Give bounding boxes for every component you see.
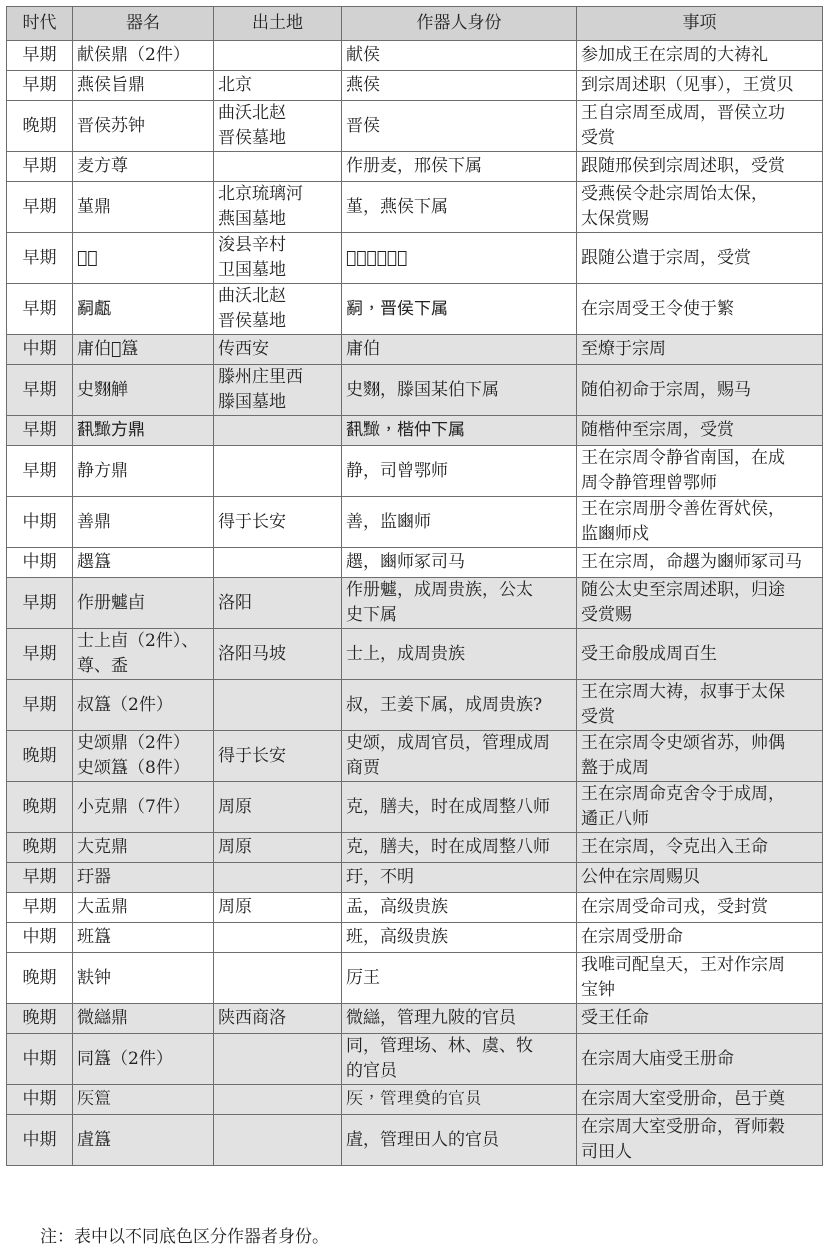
cell-maker-identity: 盂，高级贵族 xyxy=(342,893,577,923)
cell-era: 中期 xyxy=(7,1085,73,1115)
cell-era: 早期 xyxy=(7,863,73,893)
cell-maker-identity: 趩，豳师冢司马 xyxy=(342,548,577,578)
cell-event: 跟随公遣于宗周，受赏 xyxy=(577,233,823,284)
table-row xyxy=(7,548,823,578)
table-row xyxy=(7,680,823,731)
cell-era: 早期 xyxy=(7,284,73,335)
cell-event: 在宗周受册命 xyxy=(577,923,823,953)
cell-maker-identity: 作册麦，邢侯下属 xyxy=(342,152,577,182)
table-row xyxy=(7,1034,823,1085)
header-maker-identity: 作器人身份 xyxy=(342,7,577,41)
cell-era: 晚期 xyxy=(7,731,73,782)
cell-event: 王在宗周，令克出入王命 xyxy=(577,833,823,863)
cell-vessel-name: 班簋 xyxy=(73,923,214,953)
cell-vessel-name: 作册魖卣 xyxy=(73,578,214,629)
cell-excavation-site xyxy=(214,1115,342,1166)
cell-maker-identity: 玗，不明 xyxy=(342,863,577,893)
cell-vessel-name: 趩簋 xyxy=(73,548,214,578)
cell-maker-identity: 班，高级贵族 xyxy=(342,923,577,953)
cell-era: 早期 xyxy=(7,182,73,233)
cell-maker-identity: 善，监豳师 xyxy=(342,497,577,548)
cell-excavation-site xyxy=(214,863,342,893)
cell-event: 受王任命 xyxy=(577,1004,823,1034)
cell-excavation-site: 陕西商洛 xyxy=(214,1004,342,1034)
cell-era: 中期 xyxy=(7,497,73,548)
cell-era: 早期 xyxy=(7,680,73,731)
cell-maker-identity: 克，膳夫，时在成周整八师 xyxy=(342,833,577,863)
cell-era: 早期 xyxy=(7,446,73,497)
cell-event: 跟随邢侯到宗周述职，受赏 xyxy=(577,152,823,182)
cell-maker-identity: 𩛥𪒠，楷仲下属 xyxy=(342,416,577,446)
cell-excavation-site xyxy=(214,1085,342,1115)
cell-excavation-site: 北京琉璃河 燕国墓地 xyxy=(214,182,342,233)
table-row xyxy=(7,629,823,680)
cell-event: 随楷仲至宗周，受赏 xyxy=(577,416,823,446)
table-row xyxy=(7,182,823,233)
cell-event: 随伯初命于宗周，赐马 xyxy=(577,365,823,416)
table-row xyxy=(7,953,823,1004)
cell-vessel-name: 小克鼎（7件） xyxy=(73,782,214,833)
header-excavation-site: 出土地 xyxy=(214,7,342,41)
cell-era: 晚期 xyxy=(7,101,73,152)
cell-era: 早期 xyxy=(7,365,73,416)
cell-era: 早期 xyxy=(7,41,73,71)
cell-maker-identity: 史颂，成周官员，管理成周 商贾 xyxy=(342,731,577,782)
cell-era: 晚期 xyxy=(7,833,73,863)
header-era: 时代 xyxy=(7,7,73,41)
cell-excavation-site xyxy=(214,152,342,182)
cell-excavation-site xyxy=(214,953,342,1004)
cell-vessel-name: 𩛥𪒠方鼎 xyxy=(73,416,214,446)
cell-era: 早期 xyxy=(7,629,73,680)
cell-excavation-site xyxy=(214,41,342,71)
cell-maker-identity: 庸伯 xyxy=(342,335,577,365)
cell-event: 王在宗周，命趩为豳师冢司马 xyxy=(577,548,823,578)
cell-vessel-name: 玗器 xyxy=(73,863,214,893)
cell-excavation-site: 周原 xyxy=(214,833,342,863)
cell-vessel-name: 微䜌鼎 xyxy=(73,1004,214,1034)
cell-vessel-name: 𤔲甗 xyxy=(73,284,214,335)
cell-maker-identity: 堇，燕侯下属 xyxy=(342,182,577,233)
cell-vessel-name: 善鼎 xyxy=(73,497,214,548)
cell-vessel-name: 史颂鼎（2件） 史颂簋（8件） xyxy=(73,731,214,782)
header-event: 事项 xyxy=(577,7,823,41)
cell-era: 晚期 xyxy=(7,953,73,1004)
cell-vessel-name: 燕侯旨鼎 xyxy=(73,71,214,101)
cell-maker-identity: 虘，管理田人的官员 xyxy=(342,1115,577,1166)
table-row xyxy=(7,446,823,497)
table-row xyxy=(7,1085,823,1115)
cell-vessel-name: 麦方尊 xyxy=(73,152,214,182)
cell-excavation-site xyxy=(214,416,342,446)
cell-maker-identity: 晋侯 xyxy=(342,101,577,152)
cell-vessel-name: 史𦑨觯 xyxy=(73,365,214,416)
cell-event: 公仲在宗周赐贝 xyxy=(577,863,823,893)
table-container xyxy=(6,6,822,1166)
cell-vessel-name: 大克鼎 xyxy=(73,833,214,863)
cell-maker-identity: 叔，王姜下属，成周贵族? xyxy=(342,680,577,731)
cell-event: 王在宗周命克舍令于成周， 遹正八师 xyxy=(577,782,823,833)
cell-vessel-name: 虘簋 xyxy=(73,1115,214,1166)
header-vessel-name: 器名 xyxy=(73,7,214,41)
cell-era: 早期 xyxy=(7,416,73,446)
cell-excavation-site: 浚县辛村 卫国墓地 xyxy=(214,233,342,284)
cell-maker-identity: 𫊸，卫侯下属 xyxy=(342,233,577,284)
cell-excavation-site xyxy=(214,446,342,497)
cell-event: 随公太史至宗周述职，归途 受赏赐 xyxy=(577,578,823,629)
cell-maker-identity: 𥎦，管理奠的官员 xyxy=(342,1085,577,1115)
cell-event: 在宗周受王令使于繁 xyxy=(577,284,823,335)
table-row xyxy=(7,152,823,182)
table-row xyxy=(7,365,823,416)
cell-era: 中期 xyxy=(7,1115,73,1166)
table-row xyxy=(7,335,823,365)
cell-vessel-name: 静方鼎 xyxy=(73,446,214,497)
cell-vessel-name: 晋侯苏钟 xyxy=(73,101,214,152)
cell-excavation-site: 得于长安 xyxy=(214,731,342,782)
cell-excavation-site: 曲沃北赵 晋侯墓地 xyxy=(214,101,342,152)
cell-era: 早期 xyxy=(7,893,73,923)
cell-era: 中期 xyxy=(7,548,73,578)
cell-event: 王自宗周至成周，晋侯立功 受赏 xyxy=(577,101,823,152)
table-row xyxy=(7,416,823,446)
cell-era: 中期 xyxy=(7,335,73,365)
cell-maker-identity: 同，管理场、林、虞、牧 的官员 xyxy=(342,1034,577,1085)
cell-maker-identity: 燕侯 xyxy=(342,71,577,101)
cell-maker-identity: 𤔲，晋侯下属 xyxy=(342,284,577,335)
cell-excavation-site: 得于长安 xyxy=(214,497,342,548)
cell-event: 我唯司配皇天，王对作宗周 宝钟 xyxy=(577,953,823,1004)
cell-event: 受燕侯令赴宗周饴太保， 太保赏赐 xyxy=(577,182,823,233)
cell-era: 晚期 xyxy=(7,1004,73,1034)
cell-event: 在宗周大室受册命，胥师穀 司田人 xyxy=(577,1115,823,1166)
table-row xyxy=(7,578,823,629)
cell-event: 王在宗周令静省南国，在成 周令静管理曾鄂师 xyxy=(577,446,823,497)
cell-event: 王在宗周大祷，叔事于太保 受赏 xyxy=(577,680,823,731)
table-row xyxy=(7,1115,823,1166)
cell-event: 参加成王在宗周的大祷礼 xyxy=(577,41,823,71)
cell-vessel-name: 叔簋（2件） xyxy=(73,680,214,731)
cell-vessel-name: 同簋（2件） xyxy=(73,1034,214,1085)
cell-maker-identity: 士上，成周贵族 xyxy=(342,629,577,680)
cell-excavation-site xyxy=(214,680,342,731)
cell-maker-identity: 史𦑨，滕国某伯下属 xyxy=(342,365,577,416)
table-body xyxy=(7,41,823,1166)
table-row xyxy=(7,1004,823,1034)
cell-event: 王在宗周册令善佐胥㚤侯， 监豳师戍 xyxy=(577,497,823,548)
cell-maker-identity: 静，司曾鄂师 xyxy=(342,446,577,497)
table-row xyxy=(7,284,823,335)
table-footnote: 注：表中以不同底色区分作器者身份。 xyxy=(40,1227,329,1247)
cell-excavation-site: 洛阳 xyxy=(214,578,342,629)
cell-event: 至燎于宗周 xyxy=(577,335,823,365)
cell-maker-identity: 献侯 xyxy=(342,41,577,71)
bronze-inscription-table xyxy=(6,6,823,1166)
cell-maker-identity: 作册魖，成周贵族，公太 史下属 xyxy=(342,578,577,629)
cell-era: 中期 xyxy=(7,923,73,953)
cell-vessel-name: 庸伯𫊸簋 xyxy=(73,335,214,365)
table-row xyxy=(7,863,823,893)
cell-vessel-name: 㝬钟 xyxy=(73,953,214,1004)
cell-excavation-site xyxy=(214,923,342,953)
cell-excavation-site xyxy=(214,1034,342,1085)
table-row xyxy=(7,893,823,923)
table-row xyxy=(7,41,823,71)
cell-era: 早期 xyxy=(7,578,73,629)
cell-excavation-site: 曲沃北赵 晋侯墓地 xyxy=(214,284,342,335)
cell-vessel-name: 𥎦簋 xyxy=(73,1085,214,1115)
cell-excavation-site: 周原 xyxy=(214,893,342,923)
cell-vessel-name: 献侯鼎（2件） xyxy=(73,41,214,71)
cell-event: 到宗周述职（见事），王赏贝 xyxy=(577,71,823,101)
table-row xyxy=(7,497,823,548)
cell-excavation-site: 北京 xyxy=(214,71,342,101)
cell-event: 在宗周大庙受王册命 xyxy=(577,1034,823,1085)
table-row xyxy=(7,923,823,953)
cell-vessel-name: 士上卣（2件）、 尊、盉 xyxy=(73,629,214,680)
cell-era: 早期 xyxy=(7,152,73,182)
cell-maker-identity: 微䜌，管理九陂的官员 xyxy=(342,1004,577,1034)
table-row xyxy=(7,233,823,284)
table-row xyxy=(7,101,823,152)
cell-excavation-site xyxy=(214,548,342,578)
table-row xyxy=(7,71,823,101)
cell-era: 晚期 xyxy=(7,782,73,833)
cell-era: 早期 xyxy=(7,71,73,101)
cell-era: 早期 xyxy=(7,233,73,284)
table-row xyxy=(7,731,823,782)
table-row xyxy=(7,782,823,833)
cell-excavation-site: 周原 xyxy=(214,782,342,833)
cell-event: 受王命殷成周百生 xyxy=(577,629,823,680)
cell-excavation-site: 洛阳马坡 xyxy=(214,629,342,680)
cell-event: 王在宗周令史颂省苏，帅偶 盩于成周 xyxy=(577,731,823,782)
cell-vessel-name: 大盂鼎 xyxy=(73,893,214,923)
table-row xyxy=(7,833,823,863)
cell-event: 在宗周受命司戎，受封赏 xyxy=(577,893,823,923)
cell-excavation-site: 传西安 xyxy=(214,335,342,365)
cell-vessel-name: 堇鼎 xyxy=(73,182,214,233)
table-header-row xyxy=(7,7,823,41)
cell-excavation-site: 滕州庄里西 滕国墓地 xyxy=(214,365,342,416)
cell-maker-identity: 克，膳夫，时在成周整八师 xyxy=(342,782,577,833)
cell-era: 中期 xyxy=(7,1034,73,1085)
cell-maker-identity: 厉王 xyxy=(342,953,577,1004)
cell-event: 在宗周大室受册命，邑于奠 xyxy=(577,1085,823,1115)
cell-vessel-name: 𫊸尊 xyxy=(73,233,214,284)
